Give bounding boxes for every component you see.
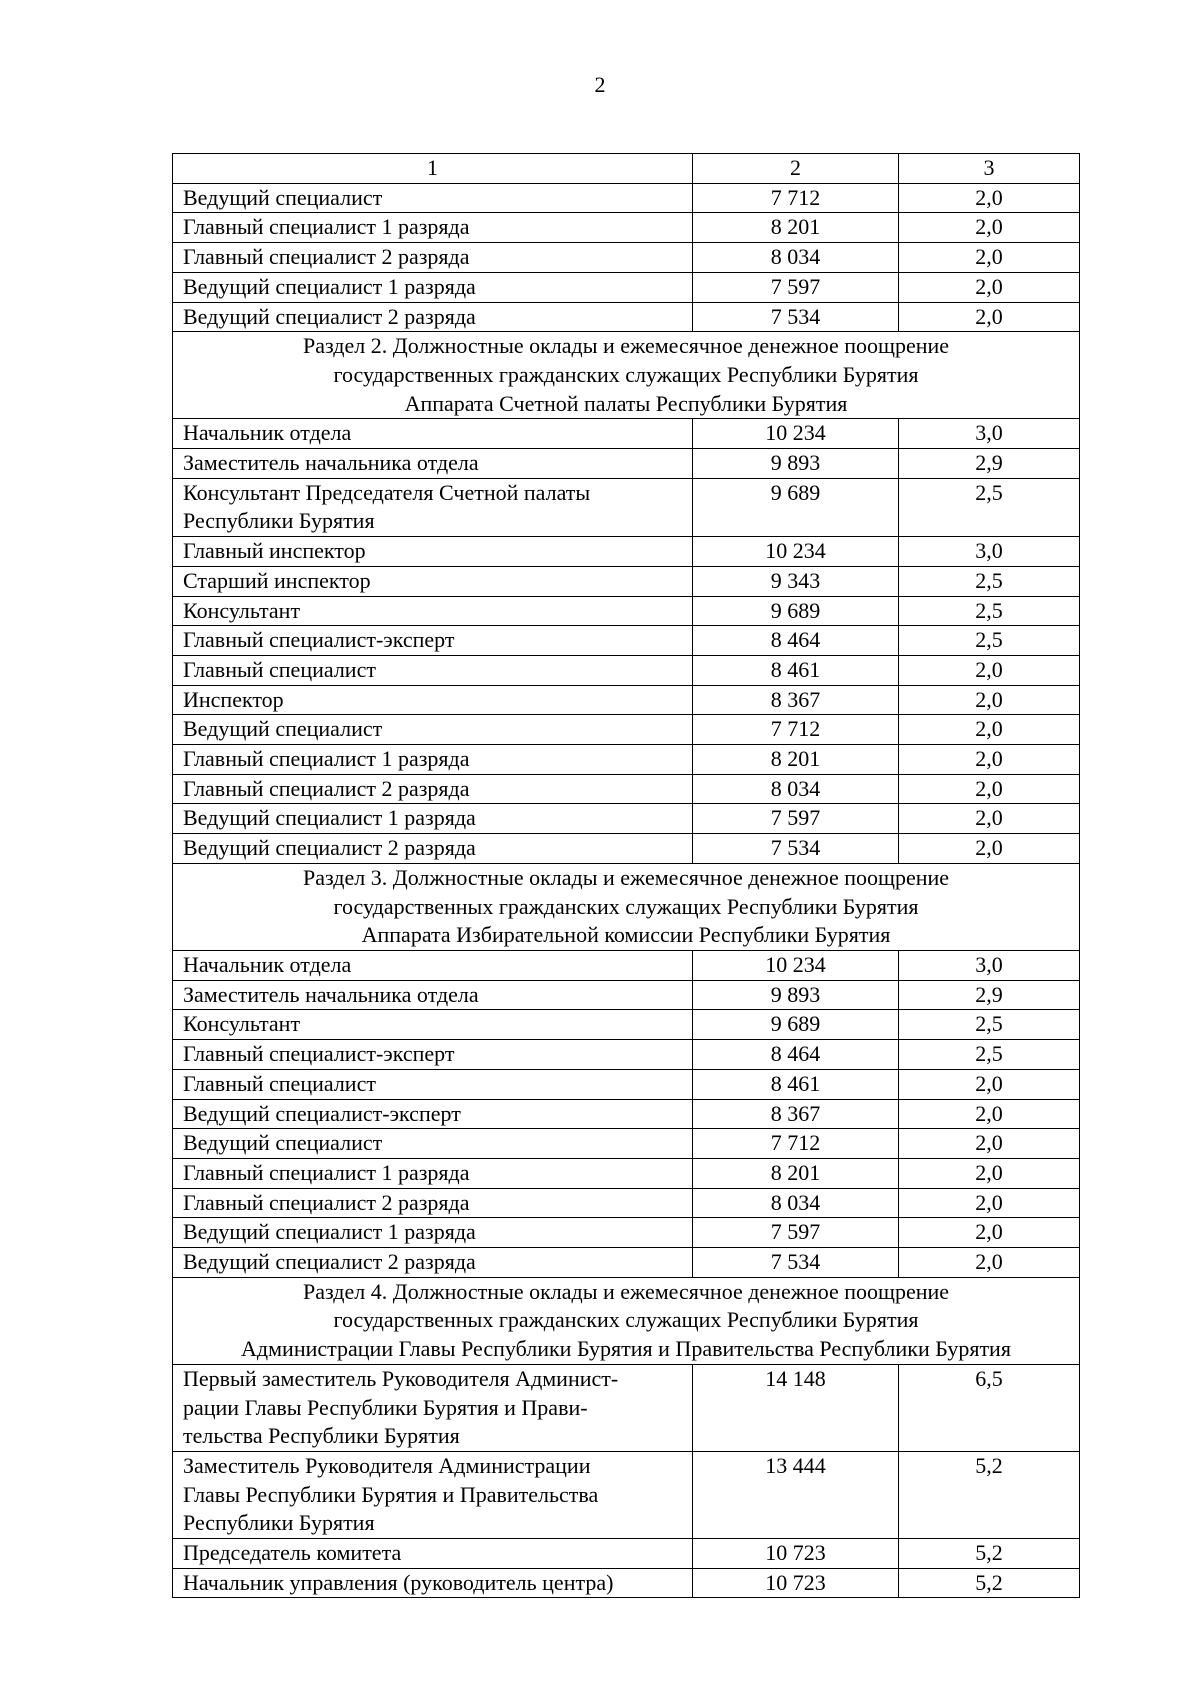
column-header-1: 1 [173,154,693,184]
coefficient-cell: 2,5 [899,1010,1080,1040]
position-name-line: Первый заместитель Руководителя Админист- [183,1365,619,1391]
position-name [173,1099,693,1129]
section-heading-row [173,332,1080,419]
position-name-line: Консультант [183,1011,301,1037]
position-name [173,566,693,596]
coefficient-cell: 2,0 [899,183,1080,213]
column-header-2: 2 [693,154,899,184]
salary-cell: 8 464 [693,626,899,656]
coefficient-cell: 2,5 [899,478,1080,536]
position-name [173,596,693,626]
coefficient-cell: 6,5 [899,1364,1080,1451]
table-row [173,745,1080,775]
position-name-line: Ведущий специалист 2 разряда [183,1249,476,1275]
position-name-line: Главный специалист [183,656,376,682]
position-name-line: Главный специалист 1 разряда [183,1159,470,1185]
table-row [173,655,1080,685]
position-name [173,1248,693,1278]
position-name-line: Консультант Председателя Счетной палаты [183,479,591,505]
position-name-line: Ведущий специалист [183,1130,383,1156]
salary-cell: 8 034 [693,243,899,273]
table-row [173,1040,1080,1070]
section-heading-line: Раздел 2. Должностные оклады и ежемесячное денежное поощрение [302,333,950,359]
section-heading-row [173,863,1080,950]
salary-cell: 9 689 [693,1010,899,1040]
position-name-line: Республики Бурятия [183,1510,375,1536]
coefficient-cell: 2,5 [899,596,1080,626]
section-heading-line: Аппарата Счетной палаты Республики Бурятия [404,390,848,416]
coefficient-cell: 5,2 [899,1451,1080,1538]
salary-cell: 10 723 [693,1539,899,1569]
position-name-line: Главный специалист-эксперт [183,627,455,653]
coefficient-cell: 2,0 [899,1188,1080,1218]
coefficient-cell: 2,0 [899,243,1080,273]
coefficient-cell: 2,9 [899,980,1080,1010]
coefficient-cell: 5,2 [899,1539,1080,1569]
table-row [173,537,1080,567]
section-heading-line: Аппарата Избирательной комиссии Республики Бурятия [361,922,891,948]
position-name-line: Заместитель начальника отдела [183,450,479,476]
table-row [173,1364,1080,1451]
table-row [173,1188,1080,1218]
table-row [173,626,1080,656]
position-name-line: Главный специалист 1 разряда [183,746,470,772]
coefficient-cell: 2,0 [899,1129,1080,1159]
position-name-line: Главный специалист 2 разряда [183,1189,470,1215]
position-name [173,950,693,980]
salary-cell: 8 034 [693,774,899,804]
position-name [173,1158,693,1188]
position-name [173,183,693,213]
position-name [173,1010,693,1040]
coefficient-cell: 2,9 [899,449,1080,479]
table-header-row [173,154,1080,184]
table-row [173,1010,1080,1040]
position-name [173,1069,693,1099]
position-name [173,1451,693,1538]
coefficient-cell: 5,2 [899,1568,1080,1598]
position-name [173,745,693,775]
salary-cell: 7 597 [693,272,899,302]
salary-cell: 9 689 [693,596,899,626]
coefficient-cell: 2,0 [899,1248,1080,1278]
table-row [173,272,1080,302]
coefficient-cell: 3,0 [899,537,1080,567]
coefficient-cell: 2,5 [899,626,1080,656]
position-name [173,685,693,715]
salary-cell: 10 234 [693,950,899,980]
table-row [173,596,1080,626]
position-name-line: Заместитель Руководителя Администрации [183,1452,591,1478]
position-name-line: Ведущий специалист-эксперт [183,1100,461,1126]
table-row [173,1248,1080,1278]
salary-cell: 9 343 [693,566,899,596]
table-row [173,1129,1080,1159]
salary-cell: 8 461 [693,655,899,685]
salary-cell: 7 712 [693,183,899,213]
position-name [173,1568,693,1598]
table-row [173,1158,1080,1188]
position-name-line: Ведущий специалист 1 разряда [183,805,476,831]
position-name-line: Начальник отдела [183,420,352,446]
position-name [173,419,693,449]
coefficient-cell: 2,0 [899,1069,1080,1099]
position-name-line: Начальник отдела [183,951,352,977]
section-heading-line: Администрации Главы Республики Бурятия и Правительства Республики Бурятия [241,1336,1011,1362]
position-name [173,1188,693,1218]
table-row [173,980,1080,1010]
salary-cell: 8 201 [693,1158,899,1188]
salary-cell: 14 148 [693,1364,899,1451]
position-name [173,655,693,685]
position-name-line: Главный специалист [183,1070,376,1096]
position-name [173,243,693,273]
table-row [173,419,1080,449]
section-heading [173,863,1080,950]
coefficient-cell: 2,0 [899,272,1080,302]
table-row [173,715,1080,745]
position-name-line: Ведущий специалист 2 разряда [183,303,476,329]
position-name-line: Заместитель начальника отдела [183,981,479,1007]
salary-cell: 7 597 [693,804,899,834]
position-name-line: Главный специалист 2 разряда [183,244,470,270]
coefficient-cell: 2,5 [899,1040,1080,1070]
salary-cell: 7 534 [693,834,899,864]
position-name [173,1539,693,1569]
position-name [173,1218,693,1248]
position-name [173,478,693,536]
position-name-line: Ведущий специалист 1 разряда [183,273,476,299]
section-heading-line: государственных гражданских служащих Республики Бурятия [333,893,919,919]
position-name-line: Главный специалист 1 разряда [183,214,470,240]
position-name [173,537,693,567]
salary-cell: 13 444 [693,1451,899,1538]
salary-cell: 9 893 [693,449,899,479]
table-row [173,1451,1080,1538]
section-heading-line: Раздел 3. Должностные оклады и ежемесячное денежное поощрение [302,864,950,890]
table-row [173,685,1080,715]
coefficient-cell: 3,0 [899,419,1080,449]
salary-cell: 8 034 [693,1188,899,1218]
coefficient-cell: 2,0 [899,774,1080,804]
position-name-line: Начальник управления (руководитель центра) [183,1569,614,1595]
section-heading [173,332,1080,419]
position-name-line: Инспектор [183,686,284,712]
salary-cell: 7 597 [693,1218,899,1248]
coefficient-cell: 2,0 [899,1099,1080,1129]
section-heading-line: государственных гражданских служащих Республики Бурятия [333,1307,919,1333]
position-name-line: Ведущий специалист [183,716,383,742]
position-name-line: Главный специалист-эксперт [183,1041,455,1067]
table-row [173,566,1080,596]
salary-cell: 10 234 [693,419,899,449]
section-heading-line: Раздел 4. Должностные оклады и ежемесячное денежное поощрение [302,1278,950,1304]
salary-table [172,153,1080,1598]
position-name [173,1129,693,1159]
position-name-line: Старший инспектор [183,567,371,593]
table-row [173,449,1080,479]
salary-cell: 8 461 [693,1069,899,1099]
table-row [173,302,1080,332]
salary-cell: 7 712 [693,715,899,745]
position-name [173,834,693,864]
salary-cell: 7 534 [693,1248,899,1278]
salary-cell: 10 234 [693,537,899,567]
salary-cell: 7 534 [693,302,899,332]
coefficient-cell: 2,0 [899,1218,1080,1248]
table-row [173,243,1080,273]
page-number: 2 [594,72,606,97]
section-heading-row [173,1277,1080,1364]
table-row [173,1069,1080,1099]
salary-cell: 8 201 [693,213,899,243]
position-name-line: Главы Республики Бурятия и Правительства [183,1481,599,1507]
coefficient-cell: 2,0 [899,213,1080,243]
salary-cell: 8 464 [693,1040,899,1070]
position-name [173,715,693,745]
position-name-line: Главный инспектор [183,538,366,564]
table-row [173,804,1080,834]
position-name-line: рации Главы Республики Бурятия и Прави- [183,1394,588,1420]
coefficient-cell: 2,0 [899,1158,1080,1188]
table-row [173,834,1080,864]
coefficient-cell: 2,0 [899,745,1080,775]
position-name-line: Ведущий специалист 1 разряда [183,1219,476,1245]
coefficient-cell: 2,5 [899,566,1080,596]
table-row [173,774,1080,804]
section-heading-line: государственных гражданских служащих Республики Бурятия [333,361,919,387]
position-name-line: Ведущий специалист 2 разряда [183,835,476,861]
position-name [173,449,693,479]
table-row [173,1568,1080,1598]
table-row [173,478,1080,536]
position-name-line: Консультант [183,597,301,623]
position-name [173,213,693,243]
table-row [173,213,1080,243]
coefficient-cell: 3,0 [899,950,1080,980]
position-name [173,626,693,656]
position-name [173,272,693,302]
table-row [173,183,1080,213]
salary-cell: 9 689 [693,478,899,536]
table-row [173,950,1080,980]
salary-cell: 10 723 [693,1568,899,1598]
salary-cell: 7 712 [693,1129,899,1159]
table-row [173,1539,1080,1569]
position-name-line: Ведущий специалист [183,184,383,210]
table-row [173,1218,1080,1248]
coefficient-cell: 2,0 [899,834,1080,864]
salary-cell: 8 367 [693,685,899,715]
coefficient-cell: 2,0 [899,715,1080,745]
section-heading [173,1277,1080,1364]
coefficient-cell: 2,0 [899,302,1080,332]
position-name [173,774,693,804]
position-name [173,1040,693,1070]
table-row [173,1099,1080,1129]
position-name [173,980,693,1010]
column-header-3: 3 [899,154,1080,184]
coefficient-cell: 2,0 [899,655,1080,685]
position-name [173,804,693,834]
coefficient-cell: 2,0 [899,685,1080,715]
position-name-line: Республики Бурятия [183,508,375,534]
salary-cell: 8 201 [693,745,899,775]
coefficient-cell: 2,0 [899,804,1080,834]
position-name [173,1364,693,1451]
position-name-line: Председатель комитета [183,1540,402,1566]
salary-cell: 8 367 [693,1099,899,1129]
salary-cell: 9 893 [693,980,899,1010]
position-name [173,302,693,332]
position-name-line: Главный специалист 2 разряда [183,775,470,801]
position-name-line: тельства Республики Бурятия [183,1423,460,1449]
